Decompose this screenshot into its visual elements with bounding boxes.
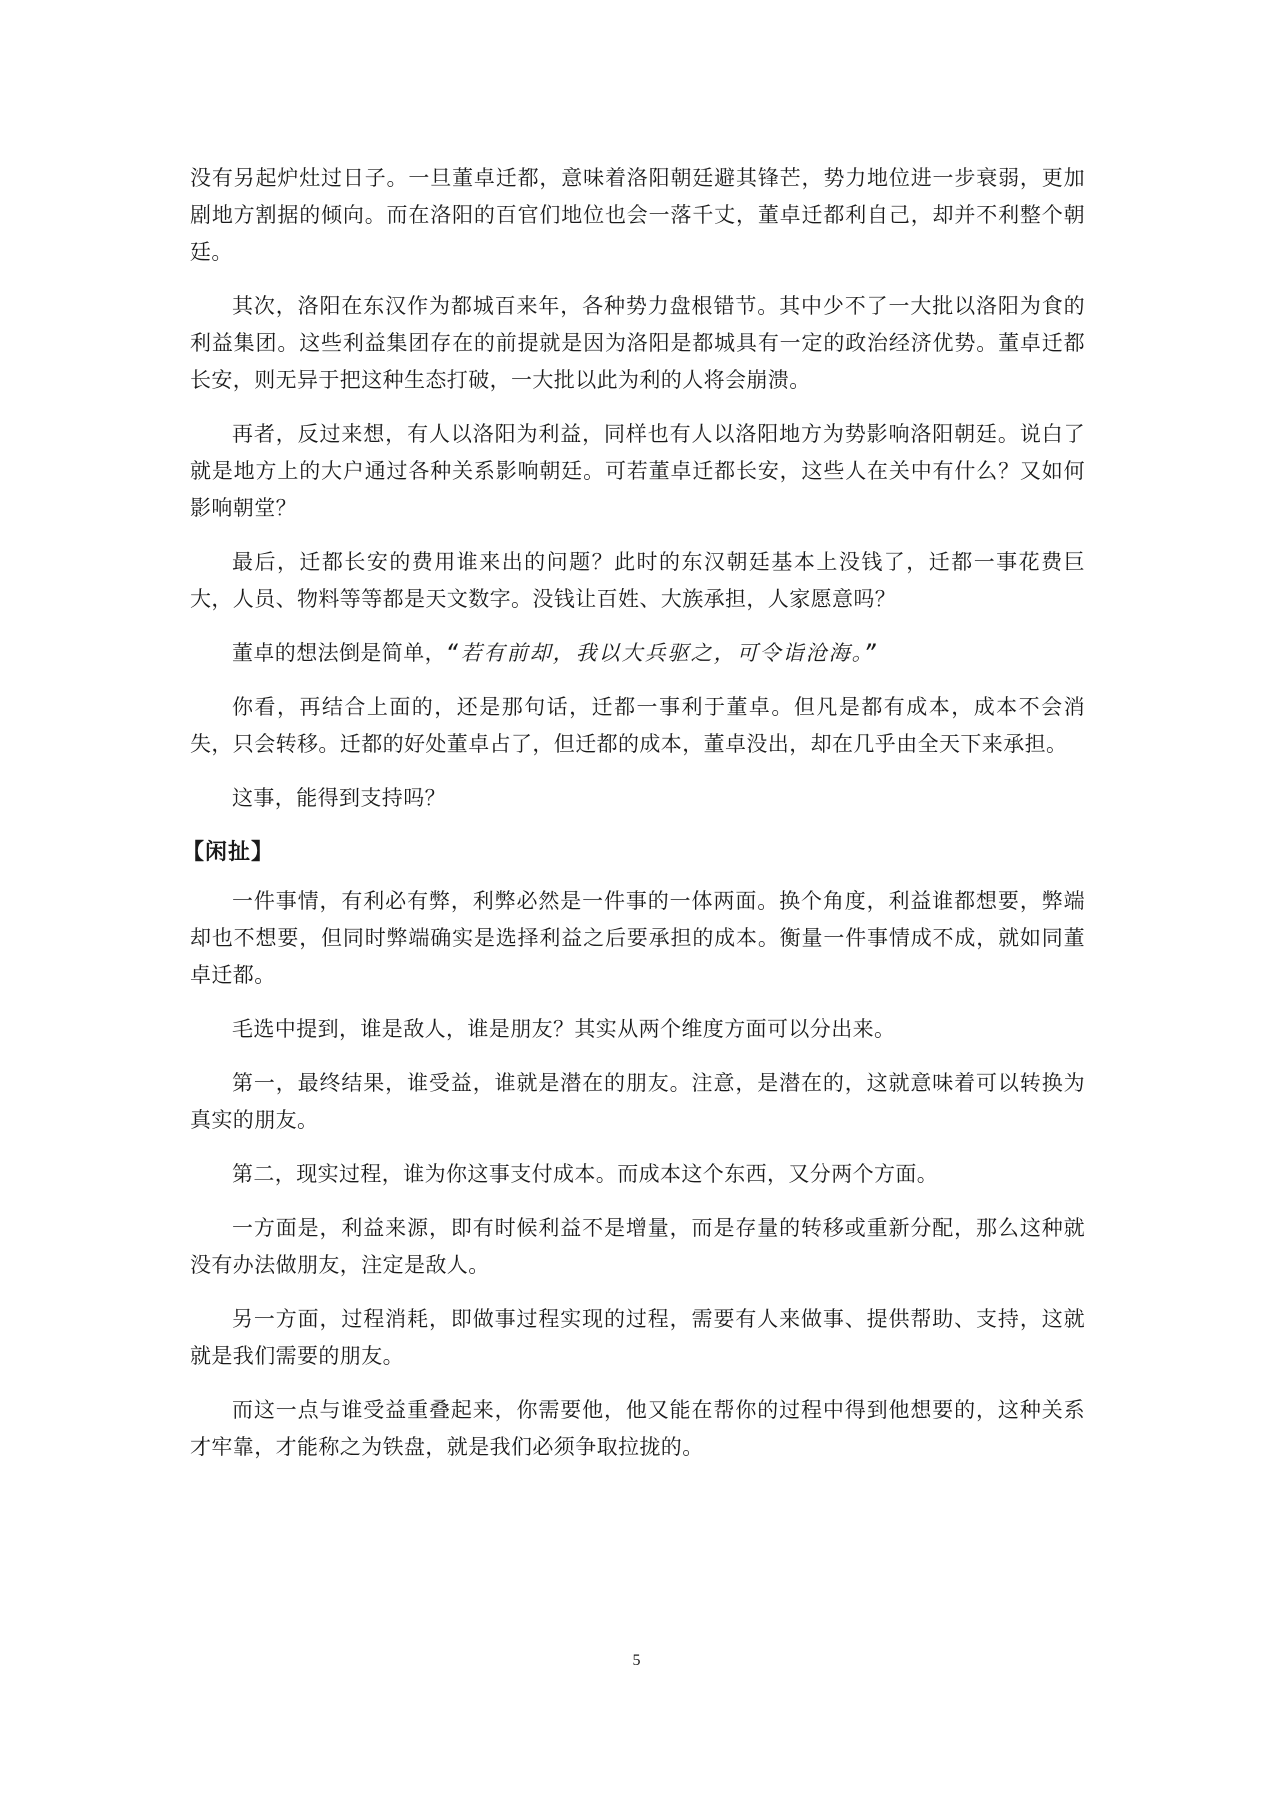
paragraph: 其次，洛阳在东汉作为都城百来年，各种势力盘根错节。其中少不了一大批以洛阳为食的利益集团。这些利益集团存在的前提就是因为洛阳是都城具有一定的政治经济优势。董卓迁都长安，则无异于把这种生态打破，一大批以此为利的人将会崩溃。	[190, 294, 1085, 392]
page-number: 5	[632, 1652, 641, 1669]
paragraph: 毛选中提到，谁是敌人，谁是朋友？其实从两个维度方面可以分出来。	[232, 1017, 896, 1041]
paragraph: 第二，现实过程，谁为你这事支付成本。而成本这个东西，又分两个方面。	[232, 1162, 939, 1186]
paragraph: 另一方面，过程消耗，即做事过程实现的过程，需要有人来做事、提供帮助、支持，这就就是我们需要的朋友。	[190, 1307, 1085, 1368]
paragraph: 最后，迁都长安的费用谁来出的问题？此时的东汉朝廷基本上没钱了，迁都一事花费巨大，人员、物料等等都是天文数字。没钱让百姓、大族承担，人家愿意吗？	[190, 550, 1085, 611]
paragraph: 这事，能得到支持吗？	[232, 786, 446, 810]
paragraph: 没有另起炉灶过日子。一旦董卓迁都，意味着洛阳朝廷避其锋芒，势力地位进一步衰弱，更加剧地方割据的倾向。而在洛阳的百官们地位也会一落千丈，董卓迁都利自己，却并不利整个朝廷。	[190, 166, 1085, 264]
quote-lead: 董卓的想法倒是简单，	[232, 641, 446, 665]
section-heading: 【闲扯】	[182, 840, 275, 865]
document-body	[182, 160, 1085, 1483]
paragraph: 而这一点与谁受益重叠起来，你需要他，他又能在帮你的过程中得到他想要的，这种关系才牢靠，才能称之为铁盘，就是我们必须争取拉拢的。	[190, 1398, 1085, 1459]
quote-text: “若有前却，我以大兵驱之，可令诣沧海。”	[446, 641, 879, 665]
paragraph: 一方面是，利益来源，即有时候利益不是增量，而是存量的转移或重新分配，那么这种就没有办法做朋友，注定是敌人。	[190, 1216, 1085, 1277]
quote-paragraph	[190, 635, 1085, 672]
paragraph: 再者，反过来想，有人以洛阳为利益，同样也有人以洛阳地方为势影响洛阳朝廷。说白了就是地方上的大户通过各种关系影响朝廷。可若董卓迁都长安，这些人在关中有什么？又如何影响朝堂？	[190, 422, 1085, 520]
paragraph: 一件事情，有利必有弊，利弊必然是一件事的一体两面。换个角度，利益谁都想要，弊端却也不想要，但同时弊端确实是选择利益之后要承担的成本。衡量一件事情成不成，就如同董卓迁都。	[190, 889, 1085, 987]
paragraph: 第一，最终结果，谁受益，谁就是潜在的朋友。注意，是潜在的，这就意味着可以转换为真实的朋友。	[190, 1071, 1085, 1132]
paragraph: 你看，再结合上面的，还是那句话，迁都一事利于董卓。但凡是都有成本，成本不会消失，只会转移。迁都的好处董卓占了，但迁都的成本，董卓没出，却在几乎由全天下来承担。	[190, 695, 1085, 756]
